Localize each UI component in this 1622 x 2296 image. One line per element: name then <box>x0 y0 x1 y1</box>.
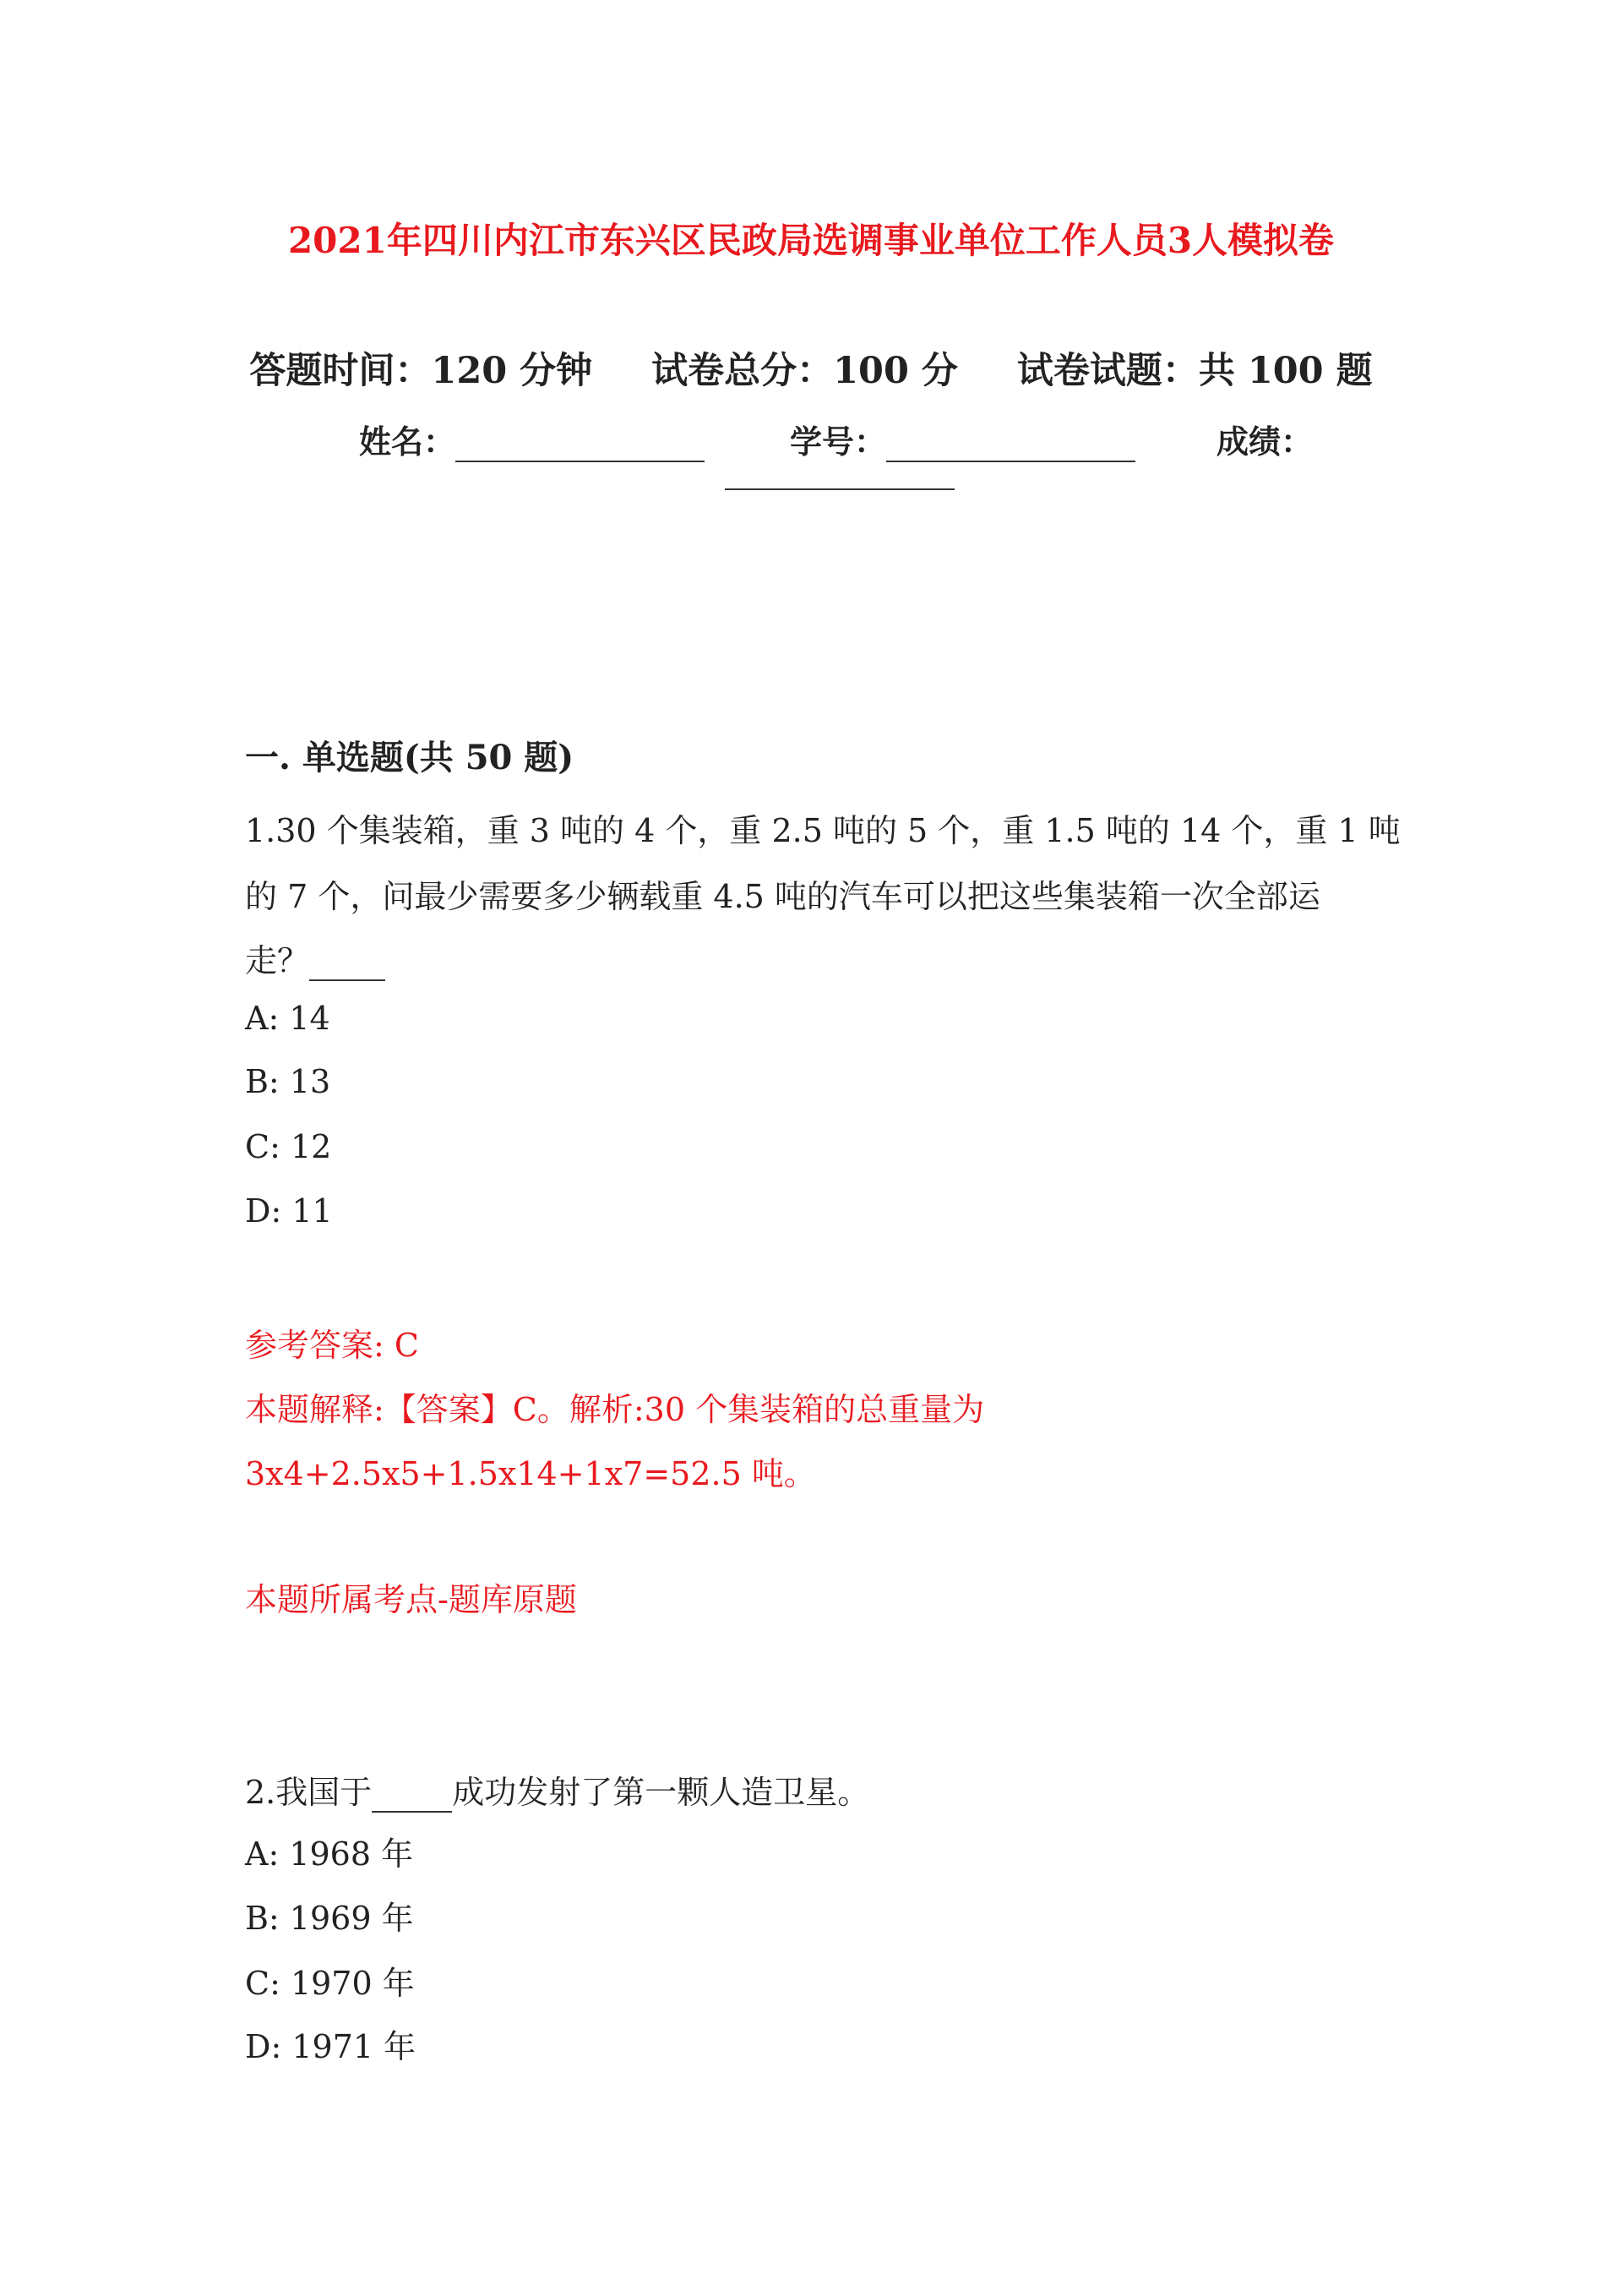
grade-label: 成绩： <box>1216 423 1314 461</box>
question-1-option-d[interactable]: D: 11 <box>245 1192 333 1230</box>
question-2-answer-blank[interactable] <box>372 1786 452 1813</box>
page-title: 2021年四川内江市东兴区民政局选调事业单位工作人员3人模拟卷 <box>287 220 1335 261</box>
question-1-explanation-line-1: 本题解释:【答案】C。解析:30 个集装箱的总重量为 <box>245 1391 985 1428</box>
question-2-stem-pre: 2.我国于 <box>245 1774 373 1811</box>
student-id-label: 学号： <box>790 423 887 461</box>
question-1-option-a[interactable]: A: 14 <box>245 1000 330 1037</box>
exam-question-count: 试卷试题：共 100 题 <box>1016 350 1373 392</box>
grade-field <box>1216 416 1313 462</box>
question-2-stem <box>245 1766 869 1813</box>
student-id-field <box>790 416 1135 462</box>
question-1-line-2: 的 7 个，问最少需要多少辆载重 4.5 吨的汽车可以把这些集装箱一次全部运 <box>245 878 1320 915</box>
section-title: 一. 单选题(共 50 题) <box>245 738 574 777</box>
question-1-explanation-line-2: 3x4+2.5x5+1.5x14+1x7=52.5 吨。 <box>245 1455 816 1492</box>
question-1-line-1: 1.30 个集装箱，重 3 吨的 4 个，重 2.5 吨的 5 个，重 1.5 吨的 14 个，重 1 吨 <box>245 812 1401 849</box>
question-1-answer: 参考答案: C <box>245 1327 419 1364</box>
exam-time: 答题时间：120 分钟 <box>249 350 593 392</box>
name-blank[interactable] <box>455 435 705 462</box>
question-1-option-c[interactable]: C: 12 <box>245 1128 332 1165</box>
question-1-answer-blank[interactable] <box>309 954 385 981</box>
question-2-option-b[interactable]: B: 1969 年 <box>245 1900 414 1937</box>
student-id-blank[interactable] <box>886 435 1135 462</box>
name-label: 姓名： <box>359 423 456 461</box>
question-1-topic: 本题所属考点-题库原题 <box>245 1581 577 1618</box>
question-1-line-3-text: 走？ <box>245 942 310 979</box>
question-2-option-c[interactable]: C: 1970 年 <box>245 1965 415 2002</box>
question-1-line-3 <box>245 935 385 981</box>
question-1-option-b[interactable]: B: 13 <box>245 1063 331 1100</box>
exam-total-score: 试卷总分：100 分 <box>651 350 958 392</box>
grade-blank[interactable] <box>725 463 955 490</box>
question-2-option-a[interactable]: A: 1968 年 <box>245 1835 414 1873</box>
question-2-stem-post: 成功发射了第一颗人造卫星。 <box>452 1774 870 1811</box>
exam-info <box>0 342 1622 394</box>
question-2-option-d[interactable]: D: 1971 年 <box>245 2028 416 2065</box>
name-field <box>359 416 705 462</box>
